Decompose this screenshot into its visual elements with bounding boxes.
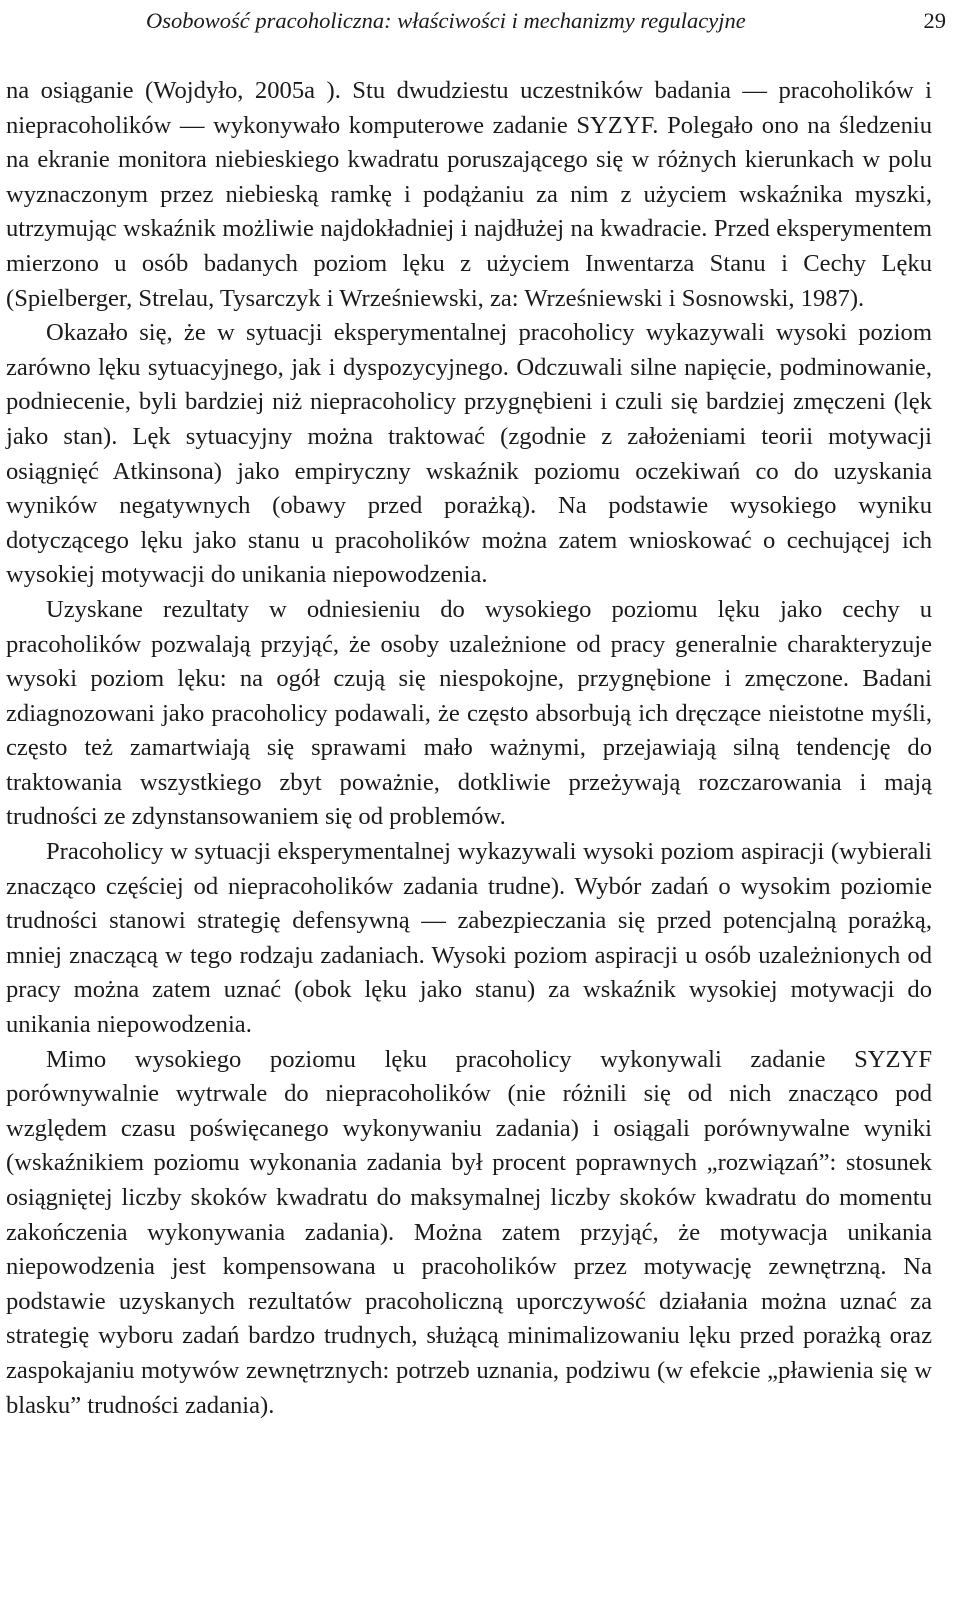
paragraph: Pracoholicy w sytuacji eksperymentalnej wykazywali wysoki poziom aspiracji (wybierali znacząco częściej od niepracoholików zadania trudne). Wybór zadań o wysokim poziomie trudności stanowi strategię defensywną — zabezpieczania się przed potencjalną porażką, mniej znaczącą w tego rodzaju zadaniach. Wysoki poziom aspiracji u osób uzależnionych od pracy można zatem uznać (obok lęku jako stanu) za wskaźnik wysokiej motywacji do unikania niepowodzenia. bbox=[6, 838, 932, 1039]
paragraph-continued: na osiąganie (Wojdyło, 2005a ). Stu dwudziestu uczestników badania — pracoholików i niepracoholików — wykonywało komputerowe zadanie SYZYF. Polegało ono na śledzeniu na ekranie monitora niebieskiego kwadratu poruszającego się w różnych kierunkach w polu wyznaczonym przez niebieską ramkę i podążaniu za nim z użyciem wskaźnika myszki, utrzymując wskaźnik możliwie najdokładniej i najdłużej na kwadracie. Przed eksperymentem mierzono u osób badanych poziom lęku z użyciem Inwentarza Stanu i Cechy Lęku (Spielberger, Strelau, Tysarczyk i Wrześniewski, za: Wrześniewski i Sosnowski, 1987). bbox=[6, 77, 932, 312]
running-title: Osobowość pracoholiczna: właściwości i mechanizmy regulacyjne bbox=[146, 8, 746, 33]
running-head bbox=[6, 4, 946, 38]
paragraph: Mimo wysokiego poziomu lęku pracoholicy wykonywali zadanie SYZYF porównywalnie wytrwale do niepracoholików (nie różnili się od nich znacząco pod względem czasu poświęcanego wykonywaniu zadania) i osiągali porównywalne wyniki (wskaźnikiem poziomu wykonania zadania był procent poprawnych „rozwiązań”: stosunek osiągniętej liczby skoków kwadratu do maksymalnej liczby skoków kwadratu do momentu zakończenia wykonywania zadania). Można zatem przyjąć, że motywacja unikania niepowodzenia jest kompensowana u pracoholików przez motywację zewnętrzną. Na podstawie uzyskanych rezultatów pracoholiczną uporczywość działania można uznać za strategię wyboru zadań bardzo trudnych, służącą minimalizowaniu lęku przed porażką oraz zaspokajaniu motywów zewnętrznych: potrzeb uznania, podziwu (w efekcie „pławienia się w blasku” trudności zadania). bbox=[6, 1045, 932, 1419]
paragraph: Okazało się, że w sytuacji eksperymentalnej pracoholicy wykazywali wysoki poziom zarówno lęku sytuacyjnego, jak i dyspozycyjnego. Odczuwali silne napięcie, podminowanie, podniecenie, byli bardziej niż niepracoholicy przygnębieni i czuli się bardziej zmęczeni (lęk jako stan). Lęk sytuacyjny można traktować (zgodnie z założeniami teorii motywacji osiągnięć Atkinsona) jako empiryczny wskaźnik poziomu oczekiwań co do uzyskania wyników negatywnych (obawy przed porażką). Na podstawie wysokiego wyniku dotyczącego lęku jako stanu u pracoholików można zatem wnioskować o cechującej ich wysokiej motywacji do unikania niepowodzenia. bbox=[6, 319, 932, 589]
body-text bbox=[6, 74, 932, 1423]
page-number: 29 bbox=[923, 8, 946, 33]
paragraph: Uzyskane rezultaty w odniesieniu do wysokiego poziomu lęku jako cechy u pracoholików pozwalają przyjąć, że osoby uzależnione od pracy generalnie charakteryzuje wysoki poziom lęku: na ogół czują się niespokojne, przygnębione i zmęczone. Badani zdiagnozowani jako pracoholicy podawali, że często absorbują ich dręczące nieistotne myśli, często też zamartwiają się sprawami mało ważnymi, przejawiają silną tendencję do traktowania wszystkiego zbyt poważnie, dotkliwie przeżywają rozczarowania i mają trudności ze zdynstansowaniem się od problemów. bbox=[6, 595, 932, 831]
